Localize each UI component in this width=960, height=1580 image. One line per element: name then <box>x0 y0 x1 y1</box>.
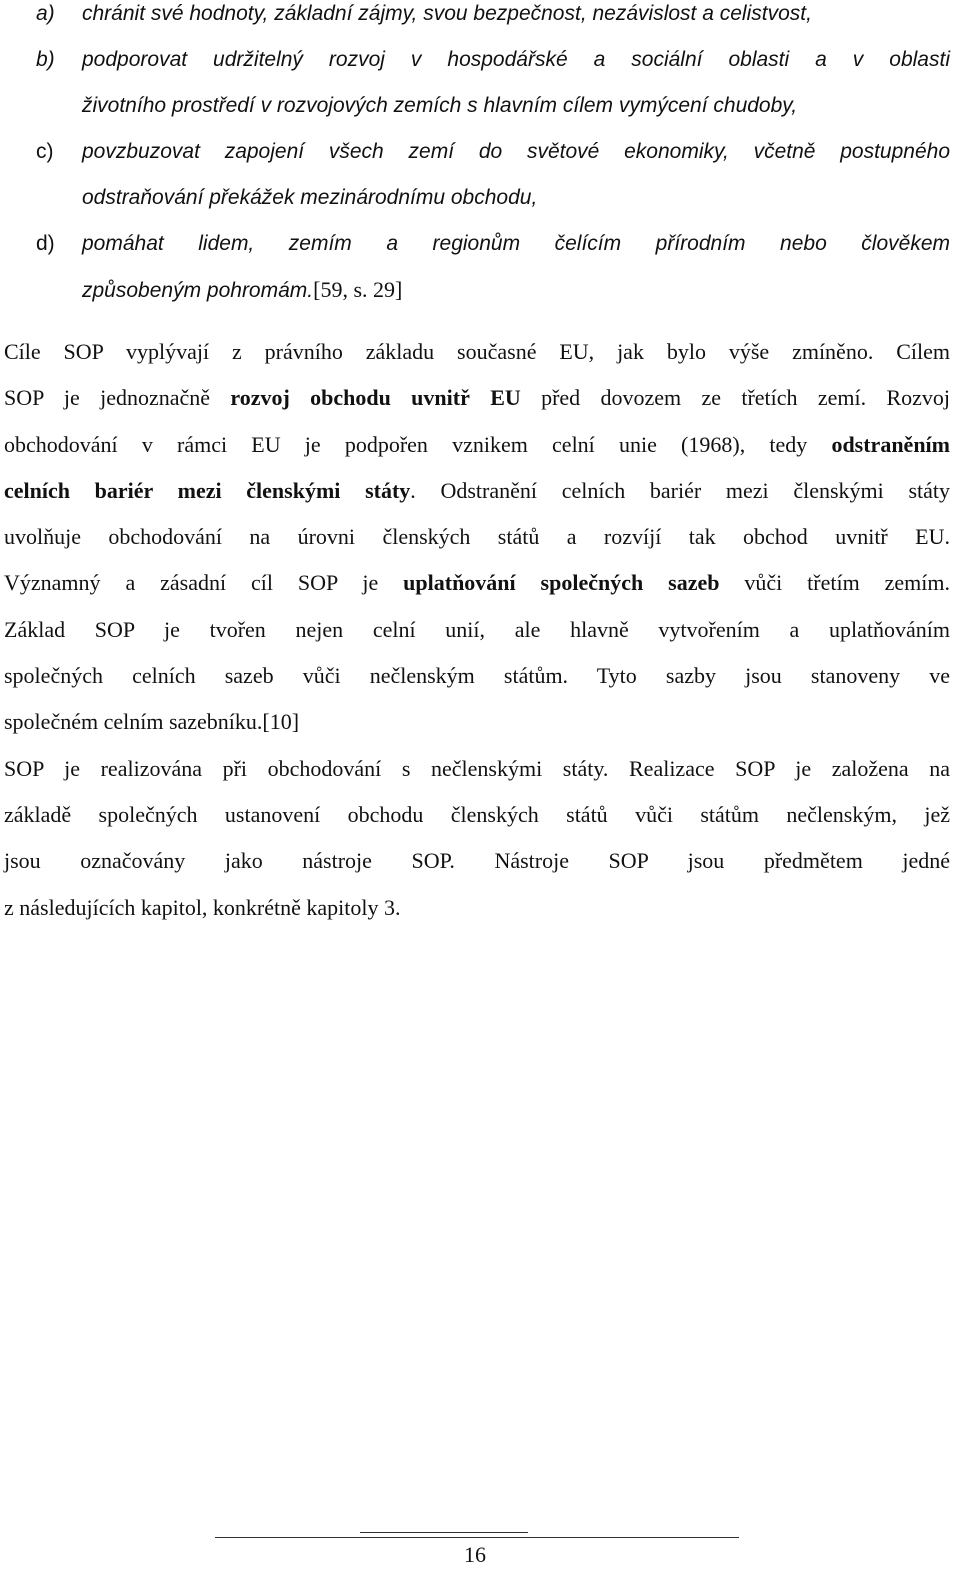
paragraph <box>4 329 950 746</box>
paragraph-line <box>4 422 950 468</box>
emphasis-text: odstraněním <box>831 431 950 457</box>
footer-divider <box>215 1537 739 1538</box>
list-item-last-line <box>82 267 950 314</box>
list-marker: c) <box>36 140 54 163</box>
paragraph-line: společných celních sazeb vůči nečlenským státům. Tyto sazby jsou stanoveny ve <box>4 663 950 689</box>
body-text <box>4 329 950 931</box>
page-number: 16 <box>464 1542 486 1567</box>
list-item <box>6 0 950 37</box>
text-run: Významný a zásadní cíl SOP je <box>4 570 404 596</box>
goals-list <box>6 0 950 314</box>
paragraph-line: uvolňuje obchodování na úrovni členských států a rozvíjí tak obchod uvnitř EU. <box>4 524 950 550</box>
list-item-text: chránit své hodnoty, základní zájmy, svou bezpečnost, nezávislost a celistvost, <box>82 2 812 25</box>
citation: [59, s. 29] <box>313 277 403 302</box>
list-item <box>6 37 950 129</box>
paragraph-line <box>4 468 950 514</box>
paragraph-line: Cíle SOP vyplývají z právního základu současné EU, jak bylo výše zmíněno. Cílem <box>4 339 950 364</box>
list-marker: b) <box>36 48 55 71</box>
list-item-text: podporovat udržitelný rozvoj v hospodářské a sociální oblasti a v oblasti <box>82 48 950 71</box>
footer-divider-short <box>360 1532 528 1533</box>
list-item-text: odstraňování překážek mezinárodnímu obchodu, <box>82 186 538 209</box>
text-run: . Odstranění celních bariér mezi členskými státy <box>410 477 951 503</box>
paragraph-line: základě společných ustanovení obchodu členských států vůči státům nečlenským, jež <box>4 801 950 827</box>
paragraph-line: SOP je realizována při obchodování s nečlenskými státy. Realizace SOP je založena na <box>4 755 950 781</box>
paragraph-line: z následujících kapitol, konkrétně kapitoly 3. <box>4 894 401 920</box>
paragraph <box>4 746 950 931</box>
paragraph-line: společném celním sazebníku.[10] <box>4 709 300 735</box>
list-item-text: životního prostředí v rozvojových zemích s hlavním cílem vymýcení chudoby, <box>82 94 798 117</box>
list-marker: a) <box>36 2 55 25</box>
list-item <box>6 221 950 314</box>
list-item-text: způsobeným pohromám. <box>82 279 314 302</box>
text-run: obchodování v rámci EU je podpořen vznikem celní unie (1968), tedy <box>4 431 832 457</box>
list-marker: d) <box>36 232 55 255</box>
text-run: před dovozem ze třetích zemí. Rozvoj <box>520 385 951 411</box>
list-item-text: pomáhat lidem, zemím a regionům čelícím přírodním nebo člověkem <box>82 232 950 255</box>
text-run: vůči třetím zemím. <box>719 570 951 596</box>
text-run: SOP je jednoznačně <box>4 385 231 411</box>
paragraph-line: Základ SOP je tvořen nejen celní unií, ale hlavně vytvořením a uplatňováním <box>4 616 950 642</box>
emphasis-text: uplatňování společných sazeb <box>403 570 720 596</box>
list-item-text: povzbuzovat zapojení všech zemí do světové ekonomiky, včetně postupného <box>82 140 950 163</box>
paragraph-line <box>4 560 950 606</box>
emphasis-text: rozvoj obchodu uvnitř EU <box>230 385 521 411</box>
paragraph-line: jsou označovány jako nástroje SOP. Nástroje SOP jsou předmětem jedné <box>4 848 950 874</box>
list-item <box>6 129 950 221</box>
paragraph-line <box>4 375 950 421</box>
emphasis-text: celních bariér mezi členskými státy <box>4 477 411 503</box>
